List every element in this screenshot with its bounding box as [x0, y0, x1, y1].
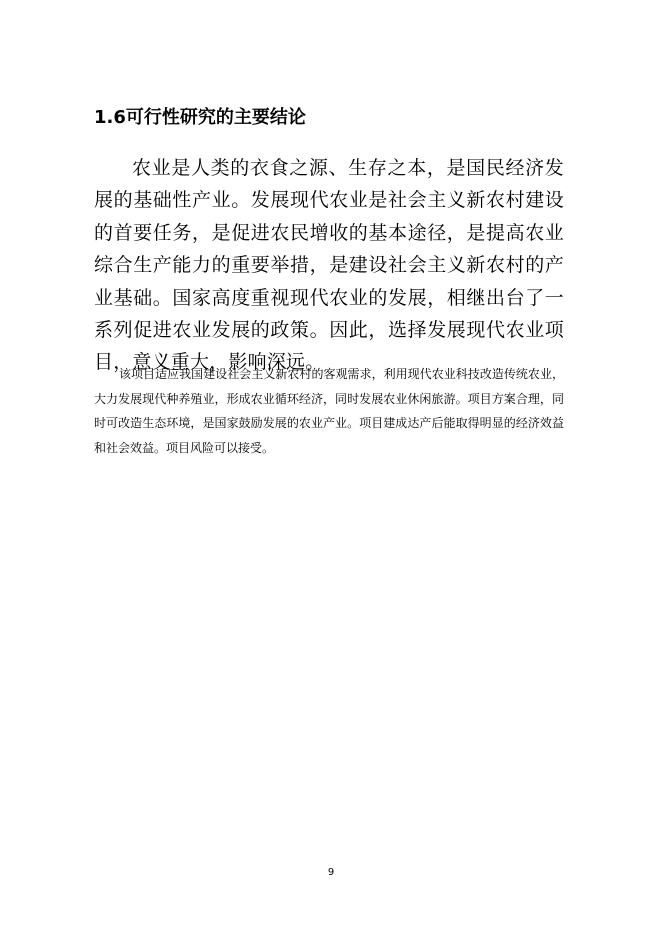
section-heading: 1.6可行性研究的主要结论: [94, 107, 306, 128]
body-paragraph-conclusion: 该项目适应我国建设社会主义新农村的客观需求，利用现代农业科技改造传统农业，大力发展现代种养殖业，形成农业循环经济，同时发展农业休闲旅游。项目方案合理，同时可改造生态环境，是国家鼓励发展的农业产业。项目建成达产后能取得明显的经济效益和社会效益。项目风险可以接受。: [94, 367, 564, 455]
page-number: 9: [327, 867, 335, 878]
body-paragraph-main: 农业是人类的衣食之源、生存之本，是国民经济发展的基础性产业。发展现代农业是社会主义新农村建设的首要任务，是促进农民增收的基本途径，是提高农业综合生产能力的重要举措，是建设社会主义新农村的产业基础。国家高度重视现代农业的发展，相继出台了一系列促进农业发展的政策。因此，选择发展现代农业项目，意义重大，影响深远。: [94, 157, 564, 374]
